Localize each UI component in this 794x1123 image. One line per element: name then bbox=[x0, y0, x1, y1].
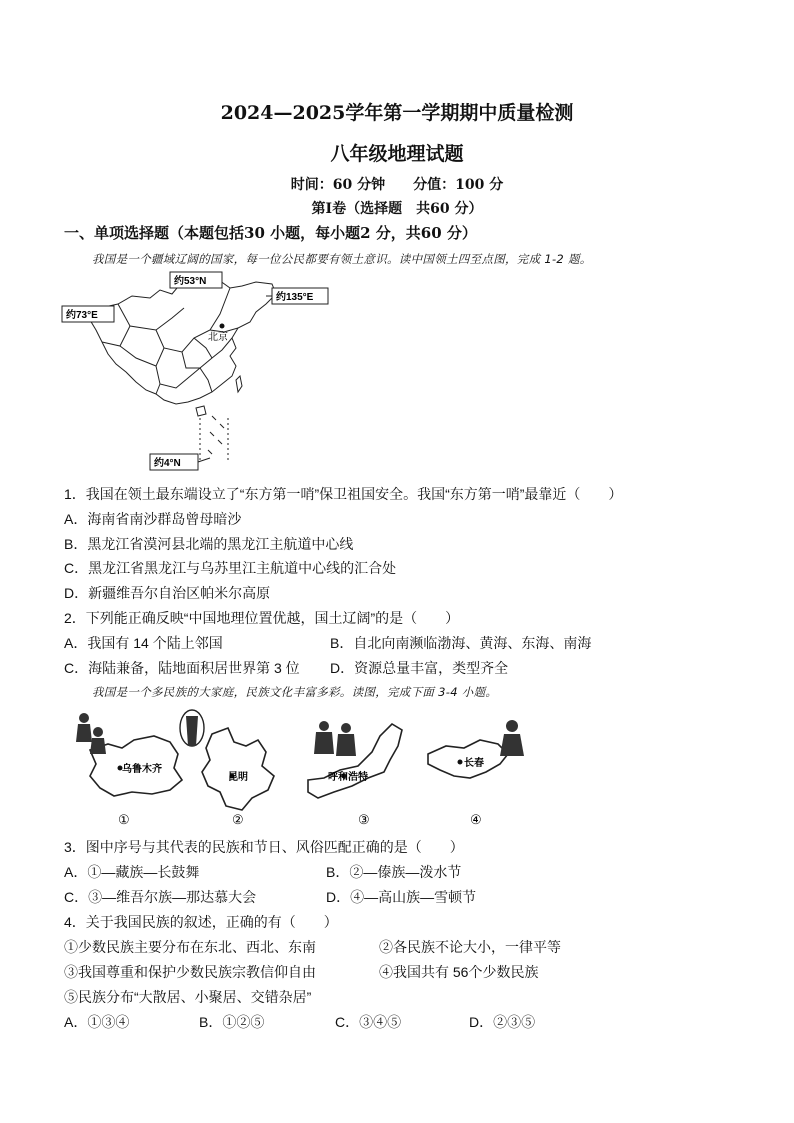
q4-statement-4: ④我国共有 56个少数民族 bbox=[379, 964, 539, 980]
q4-statement-1: ①少数民族主要分布在东北、西北、东南 bbox=[64, 939, 316, 955]
q1-option-a[interactable]: A．海南省南沙群岛曾母暗沙 bbox=[64, 511, 242, 527]
east-point-label: 约135°E bbox=[276, 292, 314, 303]
question-4-stem: 4．关于我国民族的叙述，正确的有（ ） bbox=[64, 914, 338, 930]
province-number-4: ④ bbox=[470, 812, 482, 827]
city-label-4: 长春 bbox=[464, 758, 484, 769]
exam-subtitle: 八年级地理试题 bbox=[330, 143, 464, 165]
question-3-stem: 3．图中序号与其代表的民族和节日、风俗匹配正确的是（ ） bbox=[64, 839, 464, 855]
north-point-label: 约53°N bbox=[174, 276, 207, 287]
west-point-label: 约73°E bbox=[66, 310, 98, 321]
china-extreme-points-map bbox=[60, 268, 330, 478]
intro-text-2: 我国是一个多民族的大家庭，民族文化丰富多彩。读图，完成下面 3-4 小题。 bbox=[92, 685, 498, 699]
question-2-stem: 2．下列能正确反映“中国地理位置优越，国土辽阔”的是（ ） bbox=[64, 610, 460, 626]
q4-statement-5: ⑤民族分布“大散居、小聚居、交错杂居” bbox=[64, 989, 312, 1005]
intro-text-1: 我国是一个疆域辽阔的国家，每一位公民都要有领土意识。读中国领土四至点图，完成 1-2 题。 bbox=[92, 252, 592, 266]
province-number-2: ② bbox=[232, 812, 244, 827]
q2-option-b[interactable]: B．自北向南濒临渤海、黄海、东海、南海 bbox=[330, 635, 592, 651]
q1-option-d[interactable]: D．新疆维吾尔自治区帕米尔高原 bbox=[64, 585, 271, 601]
volume-heading: 第Ⅰ卷（选择题 共60 分） bbox=[311, 201, 483, 217]
exam-title: 2024—2025学年第一学期期中质量检测 bbox=[220, 102, 574, 124]
q1-option-b[interactable]: B．黑龙江省漠河县北端的黑龙江主航道中心线 bbox=[64, 536, 354, 552]
q3-option-c[interactable]: C．③—维吾尔族—那达慕大会 bbox=[64, 889, 257, 905]
city-label-2: 昆明 bbox=[228, 772, 248, 783]
q4-option-a[interactable]: A．①③④ bbox=[64, 1014, 130, 1030]
province-2-outline bbox=[202, 728, 274, 810]
time-score-info: 时间：60 分钟 分值：100 分 bbox=[290, 177, 504, 193]
china-outline bbox=[90, 276, 276, 404]
q4-option-b[interactable]: B．①②⑤ bbox=[199, 1014, 265, 1030]
south-point-label: 约4°N bbox=[154, 458, 181, 469]
province-ethnic-figures bbox=[62, 706, 532, 832]
q3-option-d[interactable]: D．④—高山族—雪顿节 bbox=[326, 889, 477, 905]
province-number-1: ① bbox=[118, 812, 130, 827]
q2-option-a[interactable]: A．我国有 14 个陆上邻国 bbox=[64, 635, 223, 651]
q4-statement-2: ②各民族不论大小，一律平等 bbox=[379, 939, 561, 955]
q4-statement-3: ③我国尊重和保护少数民族宗教信仰自由 bbox=[64, 964, 316, 980]
q1-option-c[interactable]: C．黑龙江省黑龙江与乌苏里江主航道中心线的汇合处 bbox=[64, 560, 397, 576]
section-heading: 一、单项选择题（本题包括30 小题，每小题2 分，共60 分） bbox=[64, 224, 477, 242]
q4-option-d[interactable]: D．②③⑤ bbox=[469, 1014, 536, 1030]
city-label-1: 乌鲁木齐 bbox=[122, 764, 162, 775]
question-1-stem: 1．我国在领土最东端设立了“东方第一哨”保卫祖国安全。我国“东方第一哨”最靠近（ ） bbox=[64, 486, 623, 502]
city-label-3: 呼和浩特 bbox=[328, 772, 368, 783]
q3-option-a[interactable]: A．①—藏族—长鼓舞 bbox=[64, 864, 200, 880]
beijing-label: 北京 bbox=[208, 332, 228, 343]
q2-option-d[interactable]: D．资源总量丰富，类型齐全 bbox=[330, 660, 509, 676]
q3-option-b[interactable]: B．②—傣族—泼水节 bbox=[326, 864, 462, 880]
province-number-3: ③ bbox=[358, 812, 370, 827]
q2-option-c[interactable]: C．海陆兼备，陆地面积居世界第 3 位 bbox=[64, 660, 300, 676]
q4-option-c[interactable]: C．③④⑤ bbox=[335, 1014, 402, 1030]
